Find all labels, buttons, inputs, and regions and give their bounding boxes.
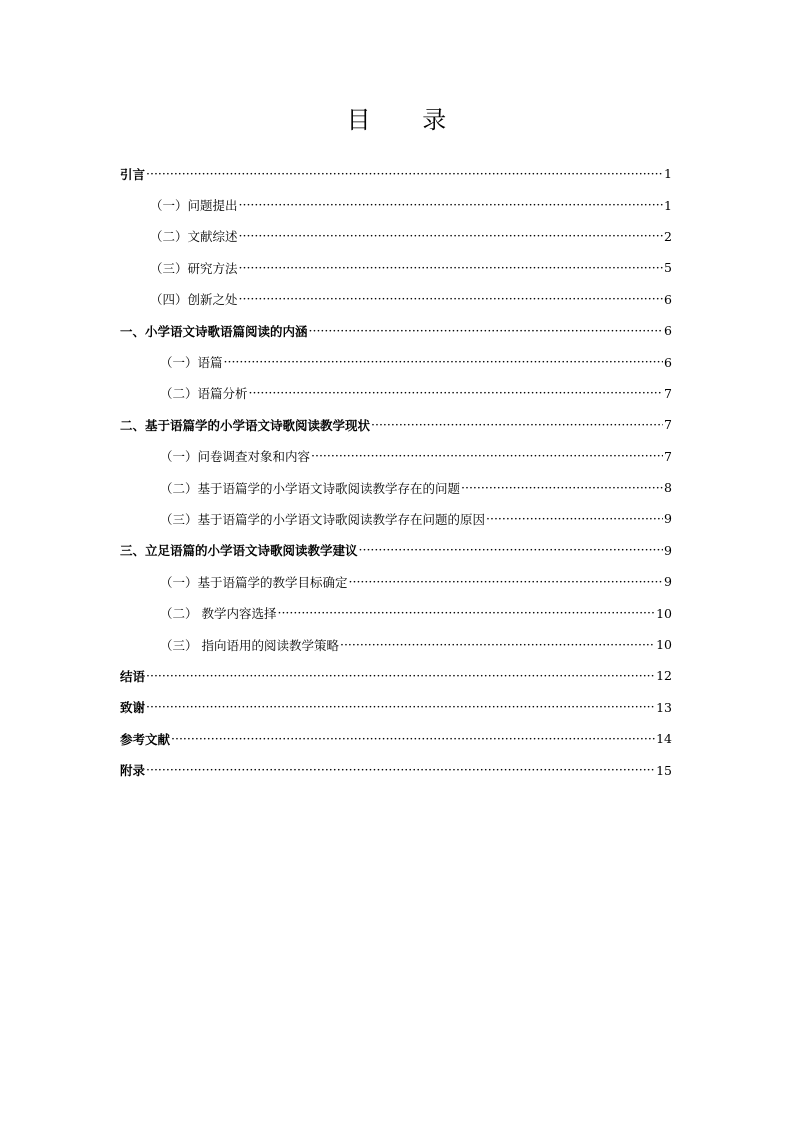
- toc-entry-text: （一）问卷调查对象和内容: [160, 449, 311, 465]
- toc-entry-teaching-content: [120, 597, 672, 628]
- toc-entry-introduction: [120, 158, 672, 189]
- toc-page-number: 6: [664, 354, 672, 370]
- toc-entry-discourse-analysis: [120, 378, 672, 409]
- toc-page-number: 12: [656, 668, 672, 684]
- toc-entry-text: （一）语篇: [160, 355, 223, 371]
- dot-leader: [239, 292, 664, 306]
- dot-leader: [340, 638, 655, 652]
- toc-entry-text: （一）问题提出: [150, 198, 238, 214]
- toc-page-number: 5: [664, 260, 672, 276]
- toc-page-number: 14: [656, 731, 672, 747]
- dot-leader: [239, 229, 664, 243]
- dot-leader: [349, 575, 664, 589]
- dot-leader: [146, 763, 655, 777]
- toc-entry-text: 附录: [120, 763, 146, 779]
- dot-leader: [461, 481, 663, 495]
- dot-leader: [309, 324, 664, 338]
- toc-entry-methods: [120, 252, 672, 283]
- toc-entry-survey: [120, 441, 672, 472]
- dot-leader: [486, 512, 663, 526]
- toc-entry-acknowledgements: [120, 692, 672, 723]
- toc-entry-text: （三） 指向语用的阅读教学策略: [160, 637, 339, 653]
- toc-entry-discourse: [120, 346, 672, 377]
- dot-leader: [359, 543, 664, 557]
- dot-leader: [277, 606, 655, 620]
- dot-leader: [371, 418, 663, 432]
- toc-page-number: 2: [664, 228, 672, 244]
- toc-entry-text: 二、基于语篇学的小学语文诗歌阅读教学现状: [120, 417, 371, 433]
- toc-page-number: 1: [664, 166, 672, 182]
- dot-leader: [171, 732, 655, 746]
- toc-entry-text: 结语: [120, 668, 146, 684]
- toc-entry-text: （四）创新之处: [150, 292, 238, 308]
- toc-entry-text: （二）基于语篇学的小学语文诗歌阅读教学存在的问题: [160, 480, 461, 496]
- toc-entry-text: 一、小学语文诗歌语篇阅读的内涵: [120, 323, 308, 339]
- toc-entry-text: 致谢: [120, 700, 146, 716]
- toc-entry-problem: [120, 189, 672, 220]
- toc-page-number: 9: [664, 574, 672, 590]
- toc-entry-text: （二）语篇分析: [160, 386, 248, 402]
- toc-page-number: 7: [664, 385, 672, 401]
- toc-entry-chapter-1: [120, 315, 672, 346]
- dot-leader: [249, 386, 664, 400]
- dot-leader: [311, 449, 663, 463]
- toc-page-number: 7: [664, 448, 672, 464]
- toc-entry-text: （二） 教学内容选择: [160, 606, 277, 622]
- toc-entry-text: （三）研究方法: [150, 260, 238, 276]
- toc-page-number: 6: [664, 323, 672, 339]
- toc-title: 目 录: [346, 106, 469, 134]
- dot-leader: [146, 669, 655, 683]
- toc-entry-innovation: [120, 284, 672, 315]
- toc-entry-causes: [120, 503, 672, 534]
- toc-entry-conclusion: [120, 660, 672, 691]
- toc-entry-references: [120, 723, 672, 754]
- toc-entry-chapter-2: [120, 409, 672, 440]
- dot-leader: [239, 198, 664, 212]
- toc-page-number: 9: [664, 542, 672, 558]
- toc-entry-text: （二）文献综述: [150, 229, 238, 245]
- dot-leader: [239, 261, 664, 275]
- toc-page-number: 15: [656, 762, 672, 778]
- dot-leader: [146, 167, 663, 181]
- toc-entry-text: （三）基于语篇学的小学语文诗歌阅读教学存在问题的原因: [160, 511, 486, 527]
- toc-list: [120, 158, 672, 786]
- toc-page-number: 8: [664, 480, 672, 496]
- toc-page-number: 9: [664, 511, 672, 527]
- toc-page-number: 13: [656, 699, 672, 715]
- toc-entry-problems: [120, 472, 672, 503]
- toc-entry-reading-strategy: [120, 629, 672, 660]
- toc-page-number: 1: [664, 197, 672, 213]
- dot-leader: [146, 700, 655, 714]
- toc-entry-literature-review: [120, 221, 672, 252]
- dot-leader: [224, 355, 664, 369]
- toc-entry-text: 引言: [120, 166, 146, 182]
- toc-entry-chapter-3: [120, 535, 672, 566]
- toc-page-number: 6: [664, 291, 672, 307]
- toc-entry-teaching-goals: [120, 566, 672, 597]
- toc-entry-text: 参考文献: [120, 731, 171, 747]
- toc-page-number: 10: [656, 605, 672, 621]
- toc-entry-text: 三、立足语篇的小学语文诗歌阅读教学建议: [120, 543, 358, 559]
- toc-page-number: 7: [664, 417, 672, 433]
- toc-page-number: 10: [656, 637, 672, 653]
- toc-entry-text: （一）基于语篇学的教学目标确定: [160, 574, 348, 590]
- toc-entry-appendix: [120, 754, 672, 785]
